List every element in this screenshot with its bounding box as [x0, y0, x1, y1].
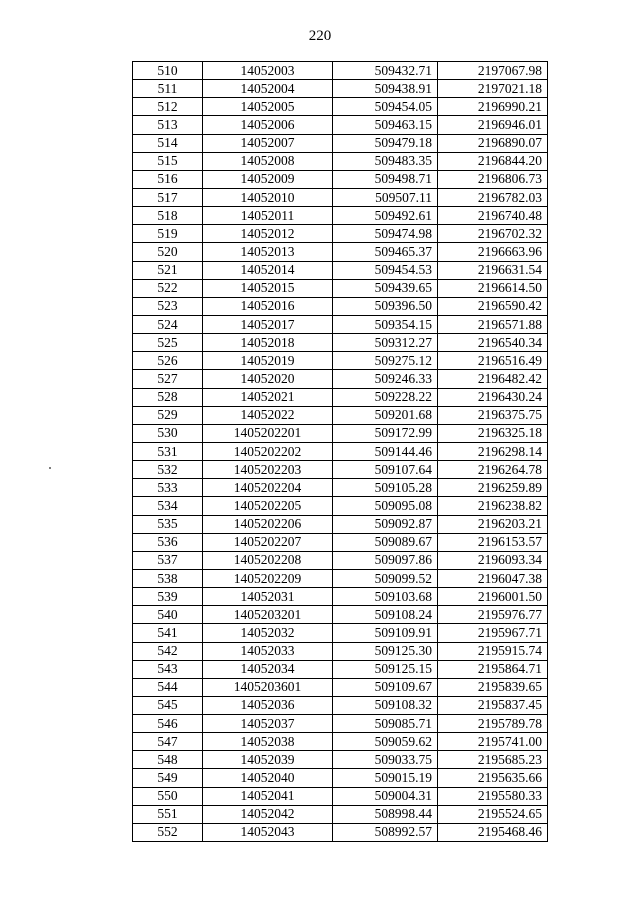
table-row — [133, 80, 548, 98]
y-coordinate-cell: 2196375.75 — [438, 406, 548, 424]
x-coordinate-cell: 509103.68 — [333, 588, 438, 606]
point-id-cell: 1405202204 — [203, 479, 333, 497]
table-row — [133, 569, 548, 587]
row-index-cell: 531 — [133, 442, 203, 460]
y-coordinate-cell: 2196702.32 — [438, 225, 548, 243]
table-row — [133, 243, 548, 261]
point-id-cell: 14052036 — [203, 696, 333, 714]
table-row — [133, 551, 548, 569]
x-coordinate-cell: 509125.30 — [333, 642, 438, 660]
y-coordinate-cell: 2196990.21 — [438, 98, 548, 116]
table-row — [133, 751, 548, 769]
point-id-cell: 1405202209 — [203, 569, 333, 587]
y-coordinate-cell: 2196844.20 — [438, 152, 548, 170]
y-coordinate-cell: 2195468.46 — [438, 823, 548, 841]
point-id-cell: 14052006 — [203, 116, 333, 134]
table-row — [133, 787, 548, 805]
point-id-cell: 1405202202 — [203, 442, 333, 460]
table-row — [133, 823, 548, 841]
row-index-cell: 519 — [133, 225, 203, 243]
row-index-cell: 546 — [133, 715, 203, 733]
row-index-cell: 541 — [133, 624, 203, 642]
y-coordinate-cell: 2196153.57 — [438, 533, 548, 551]
point-id-cell: 14052034 — [203, 660, 333, 678]
coordinates-table — [132, 61, 548, 842]
point-id-cell: 1405203601 — [203, 678, 333, 696]
y-coordinate-cell: 2196540.34 — [438, 334, 548, 352]
x-coordinate-cell: 509498.71 — [333, 170, 438, 188]
x-coordinate-cell: 509507.11 — [333, 188, 438, 206]
row-index-cell: 539 — [133, 588, 203, 606]
row-index-cell: 518 — [133, 207, 203, 225]
row-index-cell: 533 — [133, 479, 203, 497]
x-coordinate-cell: 509108.24 — [333, 606, 438, 624]
x-coordinate-cell: 509463.15 — [333, 116, 438, 134]
table-row — [133, 588, 548, 606]
table-row — [133, 188, 548, 206]
point-id-cell: 14052015 — [203, 279, 333, 297]
x-coordinate-cell: 509109.91 — [333, 624, 438, 642]
x-coordinate-cell: 509275.12 — [333, 352, 438, 370]
y-coordinate-cell: 2197067.98 — [438, 62, 548, 80]
x-coordinate-cell: 509109.67 — [333, 678, 438, 696]
row-index-cell: 510 — [133, 62, 203, 80]
x-coordinate-cell: 509396.50 — [333, 297, 438, 315]
row-index-cell: 523 — [133, 297, 203, 315]
point-id-cell: 14052041 — [203, 787, 333, 805]
table-row — [133, 225, 548, 243]
row-index-cell: 515 — [133, 152, 203, 170]
point-id-cell: 14052031 — [203, 588, 333, 606]
y-coordinate-cell: 2196946.01 — [438, 116, 548, 134]
row-index-cell: 551 — [133, 805, 203, 823]
point-id-cell: 14052008 — [203, 152, 333, 170]
x-coordinate-cell: 509454.53 — [333, 261, 438, 279]
table-row — [133, 769, 548, 787]
y-coordinate-cell: 2195837.45 — [438, 696, 548, 714]
y-coordinate-cell: 2195685.23 — [438, 751, 548, 769]
x-coordinate-cell: 509095.08 — [333, 497, 438, 515]
x-coordinate-cell: 509089.67 — [333, 533, 438, 551]
table-row — [133, 279, 548, 297]
y-coordinate-cell: 2196238.82 — [438, 497, 548, 515]
row-index-cell: 545 — [133, 696, 203, 714]
point-id-cell: 14052014 — [203, 261, 333, 279]
table-row — [133, 606, 548, 624]
table-row — [133, 442, 548, 460]
row-index-cell: 516 — [133, 170, 203, 188]
x-coordinate-cell: 509125.15 — [333, 660, 438, 678]
point-id-cell: 14052013 — [203, 243, 333, 261]
row-index-cell: 548 — [133, 751, 203, 769]
x-coordinate-cell: 509015.19 — [333, 769, 438, 787]
y-coordinate-cell: 2195915.74 — [438, 642, 548, 660]
row-index-cell: 536 — [133, 533, 203, 551]
table-row — [133, 805, 548, 823]
y-coordinate-cell: 2196890.07 — [438, 134, 548, 152]
table-row — [133, 642, 548, 660]
point-id-cell: 14052021 — [203, 388, 333, 406]
table-row — [133, 479, 548, 497]
row-index-cell: 537 — [133, 551, 203, 569]
table-row — [133, 134, 548, 152]
point-id-cell: 14052020 — [203, 370, 333, 388]
x-coordinate-cell: 509099.52 — [333, 569, 438, 587]
table-row — [133, 388, 548, 406]
y-coordinate-cell: 2196806.73 — [438, 170, 548, 188]
row-index-cell: 538 — [133, 569, 203, 587]
page-number: 220 — [308, 28, 332, 44]
y-coordinate-cell: 2196325.18 — [438, 424, 548, 442]
row-index-cell: 522 — [133, 279, 203, 297]
y-coordinate-cell: 2196430.24 — [438, 388, 548, 406]
coordinates-table-body — [133, 62, 548, 842]
point-id-cell: 14052003 — [203, 62, 333, 80]
x-coordinate-cell: 509085.71 — [333, 715, 438, 733]
point-id-cell: 14052040 — [203, 769, 333, 787]
point-id-cell: 1405202205 — [203, 497, 333, 515]
row-index-cell: 514 — [133, 134, 203, 152]
y-coordinate-cell: 2196001.50 — [438, 588, 548, 606]
x-coordinate-cell: 509246.33 — [333, 370, 438, 388]
table-row — [133, 315, 548, 333]
y-coordinate-cell: 2196590.42 — [438, 297, 548, 315]
y-coordinate-cell: 2195864.71 — [438, 660, 548, 678]
point-id-cell: 1405202203 — [203, 461, 333, 479]
x-coordinate-cell: 509097.86 — [333, 551, 438, 569]
x-coordinate-cell: 509172.99 — [333, 424, 438, 442]
x-coordinate-cell: 509465.37 — [333, 243, 438, 261]
table-row — [133, 424, 548, 442]
x-coordinate-cell: 509492.61 — [333, 207, 438, 225]
x-coordinate-cell: 509439.65 — [333, 279, 438, 297]
x-coordinate-cell: 509059.62 — [333, 733, 438, 751]
table-row — [133, 497, 548, 515]
x-coordinate-cell: 509105.28 — [333, 479, 438, 497]
table-row — [133, 297, 548, 315]
y-coordinate-cell: 2196663.96 — [438, 243, 548, 261]
row-index-cell: 535 — [133, 515, 203, 533]
row-index-cell: 534 — [133, 497, 203, 515]
x-coordinate-cell: 509033.75 — [333, 751, 438, 769]
point-id-cell: 14052017 — [203, 315, 333, 333]
y-coordinate-cell: 2196264.78 — [438, 461, 548, 479]
table-row — [133, 62, 548, 80]
point-id-cell: 14052037 — [203, 715, 333, 733]
x-coordinate-cell: 509092.87 — [333, 515, 438, 533]
table-row — [133, 352, 548, 370]
table-row — [133, 98, 548, 116]
row-index-cell: 512 — [133, 98, 203, 116]
y-coordinate-cell: 2196093.34 — [438, 551, 548, 569]
row-index-cell: 517 — [133, 188, 203, 206]
x-coordinate-cell: 509201.68 — [333, 406, 438, 424]
x-coordinate-cell: 509438.91 — [333, 80, 438, 98]
y-coordinate-cell: 2196740.48 — [438, 207, 548, 225]
row-index-cell: 529 — [133, 406, 203, 424]
point-id-cell: 1405202207 — [203, 533, 333, 551]
x-coordinate-cell: 509479.18 — [333, 134, 438, 152]
row-index-cell: 540 — [133, 606, 203, 624]
point-id-cell: 1405202206 — [203, 515, 333, 533]
table-row — [133, 370, 548, 388]
point-id-cell: 14052022 — [203, 406, 333, 424]
table-row — [133, 533, 548, 551]
point-id-cell: 1405202208 — [203, 551, 333, 569]
point-id-cell: 14052009 — [203, 170, 333, 188]
y-coordinate-cell: 2196571.88 — [438, 315, 548, 333]
point-id-cell: 1405203201 — [203, 606, 333, 624]
point-id-cell: 14052039 — [203, 751, 333, 769]
point-id-cell: 14052019 — [203, 352, 333, 370]
y-coordinate-cell: 2195789.78 — [438, 715, 548, 733]
y-coordinate-cell: 2196203.21 — [438, 515, 548, 533]
x-coordinate-cell: 509004.31 — [333, 787, 438, 805]
row-index-cell: 521 — [133, 261, 203, 279]
row-index-cell: 528 — [133, 388, 203, 406]
row-index-cell: 525 — [133, 334, 203, 352]
point-id-cell: 14052005 — [203, 98, 333, 116]
point-id-cell: 14052033 — [203, 642, 333, 660]
table-row — [133, 152, 548, 170]
table-row — [133, 406, 548, 424]
x-coordinate-cell: 509483.35 — [333, 152, 438, 170]
row-index-cell: 549 — [133, 769, 203, 787]
y-coordinate-cell: 2195524.65 — [438, 805, 548, 823]
table-row — [133, 116, 548, 134]
x-coordinate-cell: 509432.71 — [333, 62, 438, 80]
x-coordinate-cell: 509108.32 — [333, 696, 438, 714]
table-row — [133, 696, 548, 714]
row-index-cell: 513 — [133, 116, 203, 134]
row-index-cell: 547 — [133, 733, 203, 751]
y-coordinate-cell: 2196298.14 — [438, 442, 548, 460]
table-row — [133, 261, 548, 279]
row-index-cell: 550 — [133, 787, 203, 805]
row-index-cell: 544 — [133, 678, 203, 696]
y-coordinate-cell: 2196631.54 — [438, 261, 548, 279]
y-coordinate-cell: 2196259.89 — [438, 479, 548, 497]
row-index-cell: 520 — [133, 243, 203, 261]
y-coordinate-cell: 2195741.00 — [438, 733, 548, 751]
table-row — [133, 170, 548, 188]
table-row — [133, 678, 548, 696]
x-coordinate-cell: 508992.57 — [333, 823, 438, 841]
table-row — [133, 624, 548, 642]
y-coordinate-cell: 2195976.77 — [438, 606, 548, 624]
table-row — [133, 461, 548, 479]
y-coordinate-cell: 2195839.65 — [438, 678, 548, 696]
x-coordinate-cell: 509144.46 — [333, 442, 438, 460]
y-coordinate-cell: 2196047.38 — [438, 569, 548, 587]
y-coordinate-cell: 2196482.42 — [438, 370, 548, 388]
row-index-cell: 552 — [133, 823, 203, 841]
y-coordinate-cell: 2195967.71 — [438, 624, 548, 642]
point-id-cell: 14052043 — [203, 823, 333, 841]
x-coordinate-cell: 509454.05 — [333, 98, 438, 116]
point-id-cell: 14052016 — [203, 297, 333, 315]
point-id-cell: 14052010 — [203, 188, 333, 206]
x-coordinate-cell: 509312.27 — [333, 334, 438, 352]
point-id-cell: 14052011 — [203, 207, 333, 225]
scan-speck — [49, 467, 51, 469]
x-coordinate-cell: 509107.64 — [333, 461, 438, 479]
x-coordinate-cell: 509354.15 — [333, 315, 438, 333]
x-coordinate-cell: 509228.22 — [333, 388, 438, 406]
point-id-cell: 1405202201 — [203, 424, 333, 442]
point-id-cell: 14052018 — [203, 334, 333, 352]
row-index-cell: 527 — [133, 370, 203, 388]
point-id-cell: 14052032 — [203, 624, 333, 642]
x-coordinate-cell: 509474.98 — [333, 225, 438, 243]
table-row — [133, 660, 548, 678]
y-coordinate-cell: 2196516.49 — [438, 352, 548, 370]
table-row — [133, 515, 548, 533]
row-index-cell: 542 — [133, 642, 203, 660]
row-index-cell: 526 — [133, 352, 203, 370]
point-id-cell: 14052004 — [203, 80, 333, 98]
table-row — [133, 207, 548, 225]
y-coordinate-cell: 2196782.03 — [438, 188, 548, 206]
row-index-cell: 530 — [133, 424, 203, 442]
row-index-cell: 532 — [133, 461, 203, 479]
table-row — [133, 715, 548, 733]
row-index-cell: 543 — [133, 660, 203, 678]
row-index-cell: 511 — [133, 80, 203, 98]
y-coordinate-cell: 2195635.66 — [438, 769, 548, 787]
x-coordinate-cell: 508998.44 — [333, 805, 438, 823]
y-coordinate-cell: 2195580.33 — [438, 787, 548, 805]
point-id-cell: 14052007 — [203, 134, 333, 152]
point-id-cell: 14052042 — [203, 805, 333, 823]
point-id-cell: 14052012 — [203, 225, 333, 243]
y-coordinate-cell: 2197021.18 — [438, 80, 548, 98]
table-row — [133, 334, 548, 352]
y-coordinate-cell: 2196614.50 — [438, 279, 548, 297]
row-index-cell: 524 — [133, 315, 203, 333]
table-row — [133, 733, 548, 751]
point-id-cell: 14052038 — [203, 733, 333, 751]
